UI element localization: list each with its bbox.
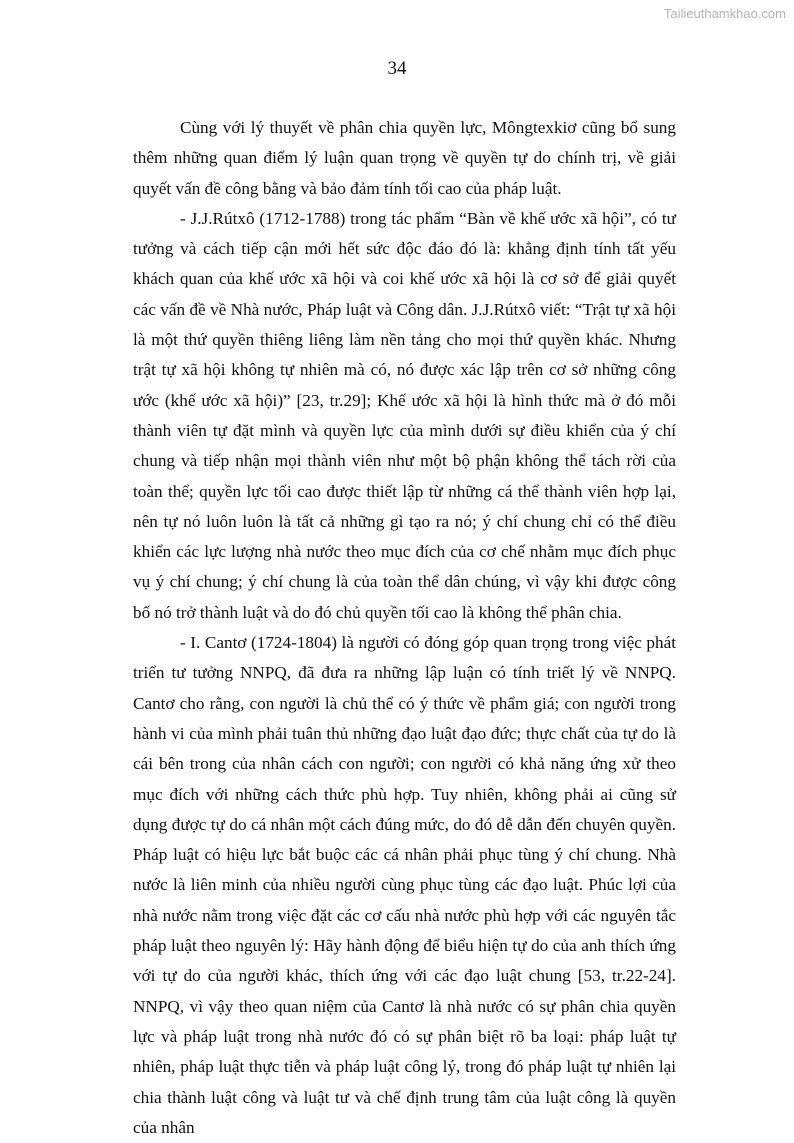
paragraph-2: - J.J.Rútxô (1712-1788) trong tác phẩm “Bàn về khế ước xã hội”, có tư tưởng và cách tiếp cận mới hết sức độc đáo đó là: khẳng định tính tất yếu khách quan của khế ước xã hội và coi khế ước xã hội là cơ sở để giải quyết các vấn đề về Nhà nước, Pháp luật và Công dân. J.J.Rútxô viết: “Trật tự xã hội là một thứ quyền thiêng liêng làm nền tảng cho mọi thứ quyền khác. Nhưng trật tự xã hội không tự nhiên mà có, nó được xác lập trên cơ sở những công ước (khế ước xã hội)” [23, tr.29]; Khế ước xã hội là hình thức mà ở đó mỗi thành viên tự đặt mình và quyền lực của mình dưới sự điều khiển của ý chí chung và tiếp nhận mọi thành viên như một bộ phận không thể tách rời của toàn thể; quyền lực tối cao được thiết lập từ những cá thể thành viên hợp lại, nên tự nó luôn luôn là tất cả những gì tạo ra nó; ý chí chung chỉ có thể điều khiển các lực lượng nhà nước theo mục đích của cơ chế nhằm mục đích phục vụ ý chí chung; ý chí chung là của toàn thể dân chúng, vì vậy khi được công bố nó trở thành luật và do đó chủ quyền tối cao là không thể phân chia.: [133, 208, 676, 622]
watermark-text: Tailieuthamkhao.com: [663, 6, 786, 21]
paragraph-3: - I. Cantơ (1724-1804) là người có đóng góp quan trọng trong việc phát triển tư tưởng NNPQ, đã đưa ra những lập luận có tính triết lý về NNPQ. Cantơ cho rằng, con người là chủ thể có ý thức về phẩm giá; con người trong hành vi của mình phải tuân thủ những đạo luật đạo đức; thực chất của tự do là cái bên trong của nhân cách con người; con người có khả năng ứng xử theo mục đích với những cách thức phù hợp. Tuy nhiên, không phải ai cũng sử dụng được tự do cá nhân một cách đúng mức, do đó dễ dẫn đến chuyên quyền. Pháp luật có hiệu lực bắt buộc các cá nhân phải phục tùng ý chí chung. Nhà nước là liên minh của nhiều người cùng phục tùng các đạo luật. Phúc lợi của nhà nước nằm trong việc đặt các cơ cấu nhà nước phù hợp với các nguyên tắc pháp luật theo nguyên lý: Hãy hành động để biểu hiện tự do của anh thích ứng với tự do của người khác, thích ứng với các đạo luật chung [53, tr.22-24]. NNPQ, vì vậy theo quan niệm của Cantơ là nhà nước có sự phân chia quyền lực và pháp luật trong nhà nước đó có sự phân biệt rõ ba loại: pháp luật tự nhiên, pháp luật thực tiễn và pháp luật công lý, trong đó pháp luật tự nhiên lại chia thành luật công và luật tư và chế định trung tâm của luật công là quyền của nhân: [133, 633, 676, 1137]
document-body: [133, 113, 676, 1143]
paragraph-1: Cùng với lý thuyết về phân chia quyền lực, Môngtexkiơ cũng bổ sung thêm những quan điểm lý luận quan trọng về quyền tự do chính trị, về giải quyết vấn đề công bằng và bảo đảm tính tối cao của pháp luật.: [133, 118, 676, 198]
page-number: 34: [387, 58, 407, 79]
